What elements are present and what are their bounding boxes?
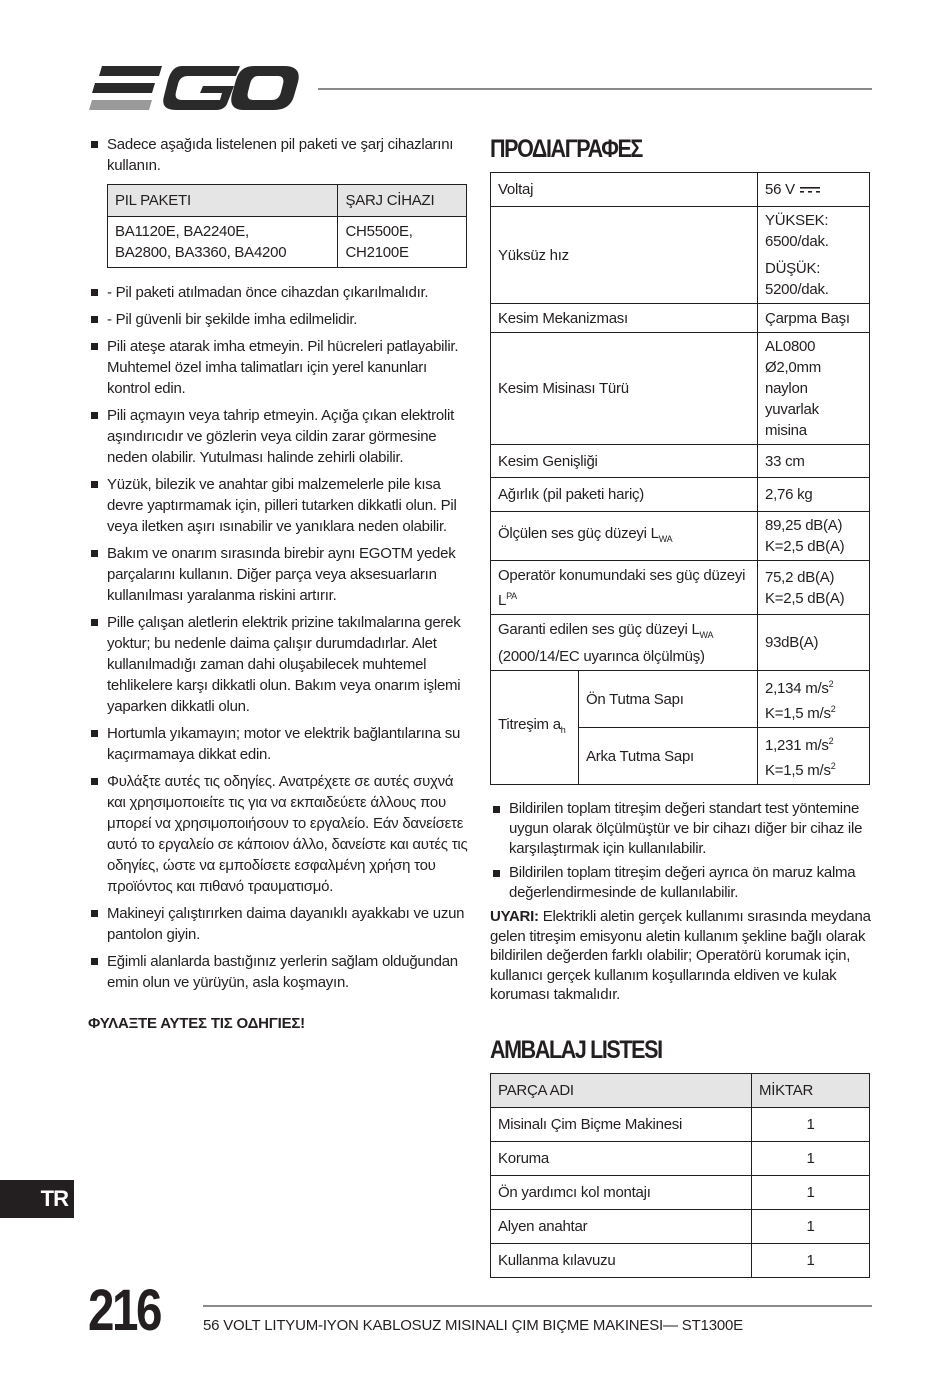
battery-header: PIL PAKETI (108, 185, 338, 217)
spec-value: AL0800 Ø2,0mm naylon yuvarlak misina (758, 333, 870, 445)
speed-high-value: YÜKSEK: 6500/dak. (758, 207, 870, 256)
table-row (491, 1107, 870, 1141)
bullet-item: Pili ateşe atarak imha etmeyin. Pil hücreleri patlayabilir. Muhtemel özel imha talimatları için yerel kanunları kontrol edin. (88, 336, 468, 399)
table-row (491, 1175, 870, 1209)
charger-header: ŞARJ CİHAZI (338, 185, 467, 217)
footer-rule (203, 1305, 872, 1307)
intro-bullet-list (88, 134, 468, 176)
warning-paragraph: UYARI: Elektrikli aletin gerçek kullanımı sırasında meydana gelen titreşim emisyonu aletin kullanım şekline bağlı olarak bildirilen değerden farklı olabilir; Operatörü korumak için, kullanıcı gerçek kullanım koşullarında eldiven ve kulak koruması takmalıdır. (490, 908, 871, 1003)
bullet-item: Bakım ve onarım sırasında birebir aynı EGOTM yedek parçalarını kullanın. Diğer parça veya aksesuarların kullanılması yaralanma riskini artırır. (88, 543, 468, 606)
bullet-item: Sadece aşağıda listelenen pil paketi ve şarj cihazlarını kullanın. (88, 134, 468, 176)
spec-value: Çarpma Başı (758, 304, 870, 333)
ego-logo (88, 62, 300, 114)
spec-label: Voltaj (491, 173, 758, 207)
dc-symbol-icon (799, 185, 821, 195)
charger-models: CH5500E, CH2100E (338, 217, 467, 268)
vibration-notes-list (490, 799, 872, 903)
footer-title: 56 VOLT LITYUM-IYON KABLOSUZ MISINALI ÇIM BIÇME MAKINESI— ST1300E (203, 1317, 743, 1334)
language-tab: TR (0, 1180, 74, 1218)
part-name: Koruma (491, 1141, 752, 1175)
specs-table (490, 172, 870, 785)
part-name: Misinalı Çim Biçme Makinesi (491, 1107, 752, 1141)
part-qty: 1 (752, 1107, 870, 1141)
spec-label: Operatör konumundaki ses güç düzeyi $L^{PA}$ (491, 561, 758, 615)
bullet-item: Φυλάξτε αυτές τις οδηγίες. Ανατρέχετε σε αυτές συχνά και χρησιμοποιείτε τις για να εκπαιδεύετε άλλους που μπορεί να χρησιμοποιήσουν το εργαλείο. Εάν δανείσετε αυτό το εργαλείο σε κάποιον άλλο, δανείστε και αυτές τις οδηγίες, ώστε να εμποδίσετε εσφαλμένη χρήση του προϊόντος και πιθανό τραυματισμό. (88, 771, 468, 897)
spec-label: Ölçülen ses güç düzeyi $L_{WA}$ (491, 512, 758, 561)
spec-label: Kesim Misinası Türü (491, 333, 758, 445)
packing-list-title: AMBALAJ LISTESI (490, 1035, 662, 1064)
table-row (491, 1141, 870, 1175)
bullet-item: Yüzük, bilezik ve anahtar gibi malzemelerle pile kısa devre yaptırmamak için, pilleri tutarken dikkatli olun. Pil veya iletken aşırı ısınabilir ve yanıklara neden olabilir. (88, 474, 468, 537)
specifications-column (490, 134, 872, 1278)
part-qty: 1 (752, 1141, 870, 1175)
bullet-item: Bildirilen toplam titreşim değeri standart test yöntemine uygun olarak ölçülmüştür ve bir cihazı diğer bir cihaz ile karşılaştırmak için kullanılabilir. (490, 799, 872, 859)
spec-label: Garanti edilen ses güç düzeyi $L_{WA}$ (2000/14/EC uyarınca ölçülmüş) (491, 615, 758, 671)
rear-handle-value: 1,231 $m/s^2$ K=1,5 $m/s^2$ (758, 728, 870, 785)
spec-value: 2,76 kg (758, 478, 870, 512)
table-row (491, 1243, 870, 1277)
speed-low-value: DÜŞÜK: 5200/dak. (758, 255, 870, 304)
battery-models: BA1120E, BA2240E, BA2800, BA3360, BA4200 (108, 217, 338, 268)
spec-label: Ağırlık (pil paketi hariç) (491, 478, 758, 512)
battery-charger-table (107, 184, 467, 268)
part-name: Ön yardımcı kol montajı (491, 1175, 752, 1209)
bullet-item: Eğimli alanlarda bastığınız yerlerin sağlam olduğundan emin olun ve yürüyün, asla koşmayın. (88, 951, 468, 993)
spec-label: Kesim Mekanizması (491, 304, 758, 333)
spec-value: 89,25 dB(A) K=2,5 dB(A) (758, 512, 870, 561)
bullet-item: - Pil güvenli bir şekilde imha edilmelidir. (88, 309, 468, 330)
save-instructions-note: ΦΥΛΑΞΤΕ ΑΥΤΕΣ ΤΙΣ ΟΔΗΓΙΕΣ! (88, 1015, 305, 1032)
part-qty: 1 (752, 1209, 870, 1243)
packing-list-table (490, 1073, 870, 1278)
specs-title: ΠΡΟΔΙΑΓΡΑΦΕΣ (490, 135, 642, 163)
bullet-item: Hortumla yıkamayın; motor ve elektrik bağlantılarına su kaçırmamaya dikkat edin. (88, 723, 468, 765)
voltage-value: 56 V (758, 173, 870, 207)
part-qty: 1 (752, 1175, 870, 1209)
bullet-item: Pili açmayın veya tahrip etmeyin. Açığa çıkan elektrolit aşındırıcıdır ve gözlerin veya cildin zarar görmesine neden olabilir. Yutulması halinde zehirli olabilir. (88, 405, 468, 468)
table-row (491, 1209, 870, 1243)
spec-value: 75,2 dB(A) K=2,5 dB(A) (758, 561, 870, 615)
front-handle-value: 2,134 $m/s^2$ K=1,5 $m/s^2$ (758, 671, 870, 728)
safety-instructions-column (88, 134, 468, 1034)
spec-value: 93dB(A) (758, 615, 870, 671)
bullet-item: Bildirilen toplam titreşim değeri ayrıca ön maruz kalma değerlendirmesinde de kullanılabilir. (490, 863, 872, 903)
spec-value: 33 cm (758, 445, 870, 478)
rear-handle-label: Arka Tutma Sapı (579, 728, 758, 785)
page-number: 216 (88, 1278, 160, 1343)
part-qty: 1 (752, 1243, 870, 1277)
safety-bullet-list (88, 282, 468, 993)
spec-label: Titreşim $a_h$ (491, 671, 579, 785)
quantity-header: MİKTAR (752, 1073, 870, 1107)
spec-label: Kesim Genişliği (491, 445, 758, 478)
bullet-item: Pille çalışan aletlerin elektrik prizine takılmalarına gerek yoktur; bu nedenle daima çalışır durumdadırlar. Alet kullanılmadığı zaman dahi oluşabilecek muhtemel tehlikelere karşı dikkatli olun. Bakım veya onarım işlemi yaparken dikkatli olun. (88, 612, 468, 717)
part-name: Alyen anahtar (491, 1209, 752, 1243)
part-name-header: PARÇA ADI (491, 1073, 752, 1107)
bullet-item: Makineyi çalıştırırken daima dayanıklı ayakkabı ve uzun pantolon giyin. (88, 903, 468, 945)
bullet-item: - Pil paketi atılmadan önce cihazdan çıkarılmalıdır. (88, 282, 468, 303)
spec-label: Yüksüz hız (491, 207, 758, 304)
front-handle-label: Ön Tutma Sapı (579, 671, 758, 728)
header-rule (318, 88, 872, 90)
part-name: Kullanma kılavuzu (491, 1243, 752, 1277)
